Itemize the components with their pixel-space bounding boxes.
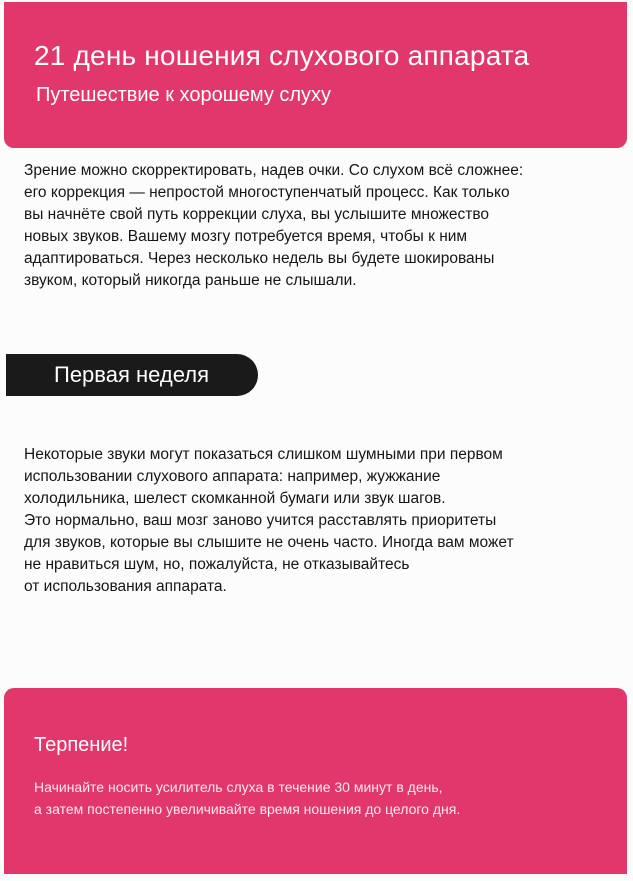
intro-line: адаптироваться. Через несколько недель вы будете шокированы xyxy=(24,250,495,267)
paragraph-line: Это нормально, ваш мозг заново учится расставлять приоритеты xyxy=(24,512,497,529)
paragraph-line: не нравиться шум, но, пожалуйста, не отказывайтесь xyxy=(24,556,410,573)
section-label: Первая неделя xyxy=(54,362,209,387)
intro-line: звуком, который никогда раньше не слышали. xyxy=(24,272,357,289)
paragraph-line: холодильника, шелест скомканной бумаги или звук шагов. xyxy=(24,490,446,507)
intro-line: его коррекция — непростой многоступенчатый процесс. Как только xyxy=(24,184,510,201)
intro-line: вы начнёте свой путь коррекции слуха, вы услышите множество xyxy=(24,206,490,223)
intro-line: новых звуков. Вашему мозгу потребуется время, чтобы к ним xyxy=(24,228,468,245)
tip-line: Начинайте носить усилитель слуха в течение 30 минут в день, xyxy=(34,779,443,795)
paragraph-line: Некоторые звуки могут показаться слишком шумными при первом xyxy=(24,446,503,463)
tip-text xyxy=(34,776,614,820)
page-title: 21 день ношения слухового аппарата xyxy=(34,40,530,71)
paragraph-line: от использования аппарата. xyxy=(24,578,227,595)
first-week-paragraph xyxy=(24,444,624,598)
paragraph-line: для звуков, которые вы слышите не очень часто. Иногда вам может xyxy=(24,534,514,551)
section-label-pill xyxy=(6,354,258,396)
page-subtitle: Путешествие к хорошему слуху xyxy=(36,84,332,106)
tip-heading: Терпение! xyxy=(34,734,129,756)
intro-line: Зрение можно скорректировать, надев очки. Со слухом всё сложнее: xyxy=(24,162,524,179)
intro-paragraph xyxy=(24,160,624,292)
paragraph-line: использовании слухового аппарата: например, жужжание xyxy=(24,468,441,485)
tip-line: а затем постепенно увеличивайте время ношения до целого дня. xyxy=(34,801,461,817)
header-banner xyxy=(4,2,627,148)
tip-banner xyxy=(4,688,627,874)
